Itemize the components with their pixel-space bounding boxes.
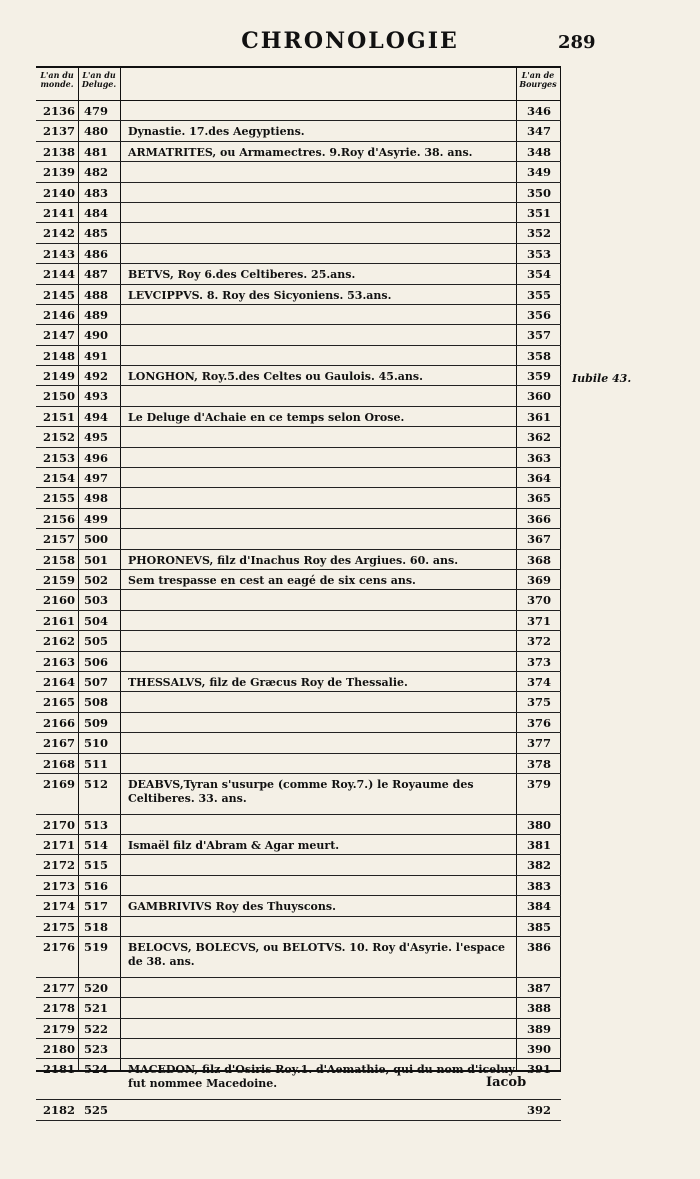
bourges-year-cell: 352 xyxy=(526,226,551,241)
table-row xyxy=(36,183,561,203)
world-year-cell: 2158 xyxy=(42,552,75,567)
event-cell xyxy=(124,733,516,737)
world-year-cell: 2165 xyxy=(42,695,75,710)
table-row xyxy=(36,244,561,264)
bourges-year-cell: 351 xyxy=(526,205,551,220)
table-row xyxy=(36,448,561,468)
world-year-cell: 2168 xyxy=(42,756,75,771)
event-cell xyxy=(124,590,516,594)
deluge-year-cell: 520 xyxy=(84,980,109,995)
world-year-cell: 2152 xyxy=(42,430,75,445)
page-title: CHRONOLOGIE xyxy=(241,28,459,54)
event-cell: PHORONEVS, filz d'Inachus Roy des Argiues. 60. ans. xyxy=(128,553,459,567)
world-year-cell: 2174 xyxy=(42,899,75,914)
deluge-year-cell: 498 xyxy=(84,491,109,506)
event-cell xyxy=(124,101,516,105)
bourges-year-cell: 378 xyxy=(526,756,551,771)
world-year-cell: 2141 xyxy=(42,205,75,220)
bourges-year-cell: 346 xyxy=(526,104,551,118)
event-cell xyxy=(124,386,516,390)
deluge-year-cell: 509 xyxy=(84,715,109,730)
world-year-cell: 2163 xyxy=(42,654,75,669)
table-row xyxy=(36,876,561,896)
world-year-cell: 2175 xyxy=(42,919,75,934)
header-bourges-year: L'an de Bourges xyxy=(519,70,557,89)
world-year-cell: 2180 xyxy=(42,1042,75,1056)
event-cell xyxy=(124,917,516,921)
deluge-year-cell: 516 xyxy=(84,878,109,893)
event-cell xyxy=(124,978,516,982)
event-cell xyxy=(124,203,516,207)
deluge-year-cell: 525 xyxy=(84,1103,109,1118)
world-year-cell: 2177 xyxy=(42,980,75,995)
deluge-year-cell: 483 xyxy=(84,185,109,200)
table-row xyxy=(36,672,561,692)
catchword: Iacob xyxy=(486,1075,527,1090)
table-row xyxy=(36,488,561,508)
table-row xyxy=(36,203,561,223)
deluge-year-cell: 494 xyxy=(84,409,109,424)
event-cell xyxy=(124,529,516,533)
event-cell xyxy=(124,325,516,329)
table-row xyxy=(36,386,561,406)
table-row xyxy=(36,529,561,549)
table-row xyxy=(36,652,561,672)
table-row xyxy=(36,142,561,162)
deluge-year-cell: 518 xyxy=(84,919,109,934)
deluge-year-cell: 508 xyxy=(84,695,109,710)
deluge-year-cell: 489 xyxy=(84,307,109,322)
world-year-cell: 2139 xyxy=(42,165,75,180)
header-world-year: L'an du monde. xyxy=(40,70,74,89)
table-row xyxy=(36,835,561,855)
bourges-year-cell: 381 xyxy=(526,838,551,853)
world-year-cell: 2137 xyxy=(42,124,75,139)
deluge-year-cell: 524 xyxy=(84,1062,109,1077)
table-row xyxy=(36,937,561,978)
event-cell xyxy=(124,223,516,227)
bourges-year-cell: 360 xyxy=(526,389,551,404)
table-row xyxy=(36,998,561,1018)
deluge-year-cell: 499 xyxy=(84,511,109,526)
event-cell xyxy=(124,611,516,615)
bourges-year-cell: 366 xyxy=(526,511,551,526)
bourges-year-cell: 375 xyxy=(526,695,551,710)
bourges-year-cell: 370 xyxy=(526,593,551,608)
deluge-year-cell: 507 xyxy=(84,674,109,689)
table-row xyxy=(36,509,561,529)
event-cell xyxy=(124,468,516,472)
bourges-year-cell: 372 xyxy=(526,634,551,649)
world-year-cell: 2182 xyxy=(42,1103,75,1118)
world-year-cell: 2164 xyxy=(42,674,75,689)
deluge-year-cell: 480 xyxy=(84,124,109,139)
bourges-year-cell: 384 xyxy=(526,899,551,914)
event-cell xyxy=(124,509,516,513)
deluge-year-cell: 510 xyxy=(84,736,109,751)
table-row xyxy=(36,162,561,182)
world-year-cell: 2169 xyxy=(42,776,75,791)
event-cell xyxy=(124,448,516,452)
deluge-year-cell: 513 xyxy=(84,817,109,832)
event-cell xyxy=(124,244,516,248)
world-year-cell: 2143 xyxy=(42,246,75,261)
deluge-year-cell: 486 xyxy=(84,246,109,261)
event-cell: LONGHON, Roy.5.des Celtes ou Gaulois. 45.ans. xyxy=(128,370,423,384)
bourges-year-cell: 392 xyxy=(526,1103,551,1118)
event-cell xyxy=(124,183,516,187)
world-year-cell: 2153 xyxy=(42,450,75,465)
table-row xyxy=(36,1100,561,1120)
bourges-year-cell: 364 xyxy=(526,471,551,486)
bourges-year-cell: 362 xyxy=(526,430,551,445)
world-year-cell: 2136 xyxy=(42,104,75,118)
table-row xyxy=(36,1019,561,1039)
deluge-year-cell: 492 xyxy=(84,369,109,384)
deluge-year-cell: 488 xyxy=(84,287,109,302)
deluge-year-cell: 515 xyxy=(84,858,109,873)
event-cell xyxy=(124,427,516,431)
table-row xyxy=(36,223,561,243)
bourges-year-cell: 380 xyxy=(526,817,551,832)
world-year-cell: 2166 xyxy=(42,715,75,730)
deluge-year-cell: 521 xyxy=(84,1001,109,1016)
event-cell: Le Deluge d'Achaie en ce temps selon Orose. xyxy=(128,410,405,424)
table-row xyxy=(36,1059,561,1100)
deluge-year-cell: 506 xyxy=(84,654,109,669)
bourges-year-cell: 354 xyxy=(526,267,551,282)
deluge-year-cell: 501 xyxy=(84,552,109,567)
event-cell xyxy=(124,754,516,758)
bourges-year-cell: 391 xyxy=(526,1062,551,1077)
deluge-year-cell: 514 xyxy=(84,838,109,853)
table-row xyxy=(36,550,561,570)
event-cell xyxy=(124,1019,516,1023)
event-cell xyxy=(124,998,516,1002)
event-cell: Dynastie. 17.des Aegyptiens. xyxy=(128,125,305,139)
world-year-cell: 2146 xyxy=(42,307,75,322)
bourges-year-cell: 353 xyxy=(526,246,551,261)
world-year-cell: 2150 xyxy=(42,389,75,404)
world-year-cell: 2151 xyxy=(42,409,75,424)
event-cell xyxy=(124,631,516,635)
event-cell: THESSALVS, filz de Græcus Roy de Thessalie. xyxy=(128,675,408,689)
bourges-year-cell: 358 xyxy=(526,348,551,363)
deluge-year-cell: 496 xyxy=(84,450,109,465)
world-year-cell: 2160 xyxy=(42,593,75,608)
bourges-year-cell: 386 xyxy=(526,940,551,955)
deluge-year-cell: 493 xyxy=(84,389,109,404)
table-row xyxy=(36,285,561,305)
event-cell: LEVCIPPVS. 8. Roy des Sicyoniens. 53.ans. xyxy=(128,288,392,302)
page-number: 289 xyxy=(558,32,596,53)
world-year-cell: 2145 xyxy=(42,287,75,302)
bourges-year-cell: 355 xyxy=(526,287,551,302)
event-cell xyxy=(124,652,516,656)
event-cell: BELOCVS, BOLECVS, ou BELOTVS. 10. Roy d'Asyrie. l'espace de 38. ans. xyxy=(128,941,506,969)
bourges-year-cell: 350 xyxy=(526,185,551,200)
table-row xyxy=(36,264,561,284)
table-row xyxy=(36,611,561,631)
table-row xyxy=(36,917,561,937)
world-year-cell: 2157 xyxy=(42,532,75,547)
world-year-cell: 2170 xyxy=(42,817,75,832)
deluge-year-cell: 484 xyxy=(84,205,109,220)
deluge-year-cell: 495 xyxy=(84,430,109,445)
table-row xyxy=(36,590,561,610)
table-row xyxy=(36,468,561,488)
bourges-year-cell: 357 xyxy=(526,328,551,343)
deluge-year-cell: 487 xyxy=(84,267,109,282)
world-year-cell: 2140 xyxy=(42,185,75,200)
bourges-year-cell: 383 xyxy=(526,878,551,893)
deluge-year-cell: 491 xyxy=(84,348,109,363)
bourges-year-cell: 371 xyxy=(526,613,551,628)
deluge-year-cell: 503 xyxy=(84,593,109,608)
deluge-year-cell: 505 xyxy=(84,634,109,649)
bourges-year-cell: 388 xyxy=(526,1001,551,1016)
bourges-year-cell: 379 xyxy=(526,776,551,791)
world-year-cell: 2144 xyxy=(42,267,75,282)
table-row xyxy=(36,101,561,121)
bourges-year-cell: 376 xyxy=(526,715,551,730)
deluge-year-cell: 522 xyxy=(84,1021,109,1036)
table-row xyxy=(36,570,561,590)
world-year-cell: 2172 xyxy=(42,858,75,873)
bourges-year-cell: 390 xyxy=(526,1042,551,1056)
event-cell xyxy=(124,855,516,859)
deluge-year-cell: 511 xyxy=(84,756,109,771)
deluge-year-cell: 502 xyxy=(84,572,109,587)
event-cell xyxy=(124,692,516,696)
bourges-year-cell: 363 xyxy=(526,450,551,465)
event-cell xyxy=(124,162,516,166)
bourges-year-cell: 359 xyxy=(526,369,551,384)
deluge-year-cell: 481 xyxy=(84,144,109,159)
table-row xyxy=(36,427,561,447)
bourges-year-cell: 369 xyxy=(526,572,551,587)
table-row xyxy=(36,305,561,325)
event-cell: Sem trespasse en cest an eagé de six cens ans. xyxy=(128,573,416,587)
deluge-year-cell: 479 xyxy=(84,104,109,118)
table-row xyxy=(36,733,561,753)
world-year-cell: 2159 xyxy=(42,572,75,587)
bourges-year-cell: 368 xyxy=(526,552,551,567)
deluge-year-cell: 482 xyxy=(84,165,109,180)
world-year-cell: 2147 xyxy=(42,328,75,343)
bourges-year-cell: 374 xyxy=(526,674,551,689)
world-year-cell: 2154 xyxy=(42,471,75,486)
deluge-year-cell: 519 xyxy=(84,940,109,955)
deluge-year-cell: 497 xyxy=(84,471,109,486)
table-body xyxy=(36,101,561,1121)
world-year-cell: 2178 xyxy=(42,1001,75,1016)
event-cell xyxy=(124,815,516,819)
bourges-year-cell: 387 xyxy=(526,980,551,995)
bourges-year-cell: 373 xyxy=(526,654,551,669)
world-year-cell: 2176 xyxy=(42,940,75,955)
event-cell: DEABVS,Tyran s'usurpe (comme Roy.7.) le Royaume des Celtiberes. 33. ans. xyxy=(128,777,474,805)
table-row xyxy=(36,692,561,712)
world-year-cell: 2156 xyxy=(42,511,75,526)
bourges-year-cell: 377 xyxy=(526,736,551,751)
world-year-cell: 2142 xyxy=(42,226,75,241)
table-row xyxy=(36,325,561,345)
event-cell: BETVS, Roy 6.des Celtiberes. 25.ans. xyxy=(128,268,356,282)
deluge-year-cell: 485 xyxy=(84,226,109,241)
deluge-year-cell: 512 xyxy=(84,776,109,791)
table-row xyxy=(36,896,561,916)
bourges-year-cell: 367 xyxy=(526,532,551,547)
margin-note: Iubile 43. xyxy=(572,372,632,385)
deluge-year-cell: 523 xyxy=(84,1042,109,1056)
table-row xyxy=(36,631,561,651)
deluge-year-cell: 490 xyxy=(84,328,109,343)
table-row xyxy=(36,713,561,733)
world-year-cell: 2138 xyxy=(42,144,75,159)
bourges-year-cell: 382 xyxy=(526,858,551,873)
event-cell xyxy=(124,346,516,350)
deluge-year-cell: 517 xyxy=(84,899,109,914)
event-cell xyxy=(124,1100,516,1104)
table-row xyxy=(36,774,561,815)
header-deluge-year: L'an du Deluge. xyxy=(81,70,117,89)
table-row xyxy=(36,978,561,998)
world-year-cell: 2161 xyxy=(42,613,75,628)
world-year-cell: 2162 xyxy=(42,634,75,649)
event-cell: Ismaël filz d'Abram & Agar meurt. xyxy=(128,839,340,853)
bourges-year-cell: 365 xyxy=(526,491,551,506)
bourges-year-cell: 347 xyxy=(526,124,551,139)
bourges-year-cell: 389 xyxy=(526,1021,551,1036)
event-cell: MACEDON, filz d'Osiris Roy.1. d'Aemathie, qui du nom d'iceluy fut nommee Macedoine. xyxy=(128,1063,515,1091)
world-year-cell: 2181 xyxy=(42,1062,75,1077)
table-row xyxy=(36,815,561,835)
bourges-year-cell: 385 xyxy=(526,919,551,934)
deluge-year-cell: 500 xyxy=(84,532,109,547)
world-year-cell: 2167 xyxy=(42,736,75,751)
event-cell xyxy=(124,305,516,309)
world-year-cell: 2179 xyxy=(42,1021,75,1036)
table-row xyxy=(36,855,561,875)
world-year-cell: 2148 xyxy=(42,348,75,363)
bourges-year-cell: 356 xyxy=(526,307,551,322)
event-cell: GAMBRIVIVS Roy des Thuyscons. xyxy=(128,900,336,914)
bourges-year-cell: 348 xyxy=(526,144,551,159)
event-cell xyxy=(124,1039,516,1043)
table-row xyxy=(36,407,561,427)
world-year-cell: 2171 xyxy=(42,838,75,853)
table-row xyxy=(36,1039,561,1059)
event-cell xyxy=(124,713,516,717)
event-cell xyxy=(124,876,516,880)
table-row xyxy=(36,346,561,366)
table-row xyxy=(36,754,561,774)
event-cell xyxy=(124,488,516,492)
world-year-cell: 2149 xyxy=(42,369,75,384)
bourges-year-cell: 349 xyxy=(526,165,551,180)
bourges-year-cell: 361 xyxy=(526,409,551,424)
event-cell: ARMATRITES, ou Armamectres. 9.Roy d'Asyrie. 38. ans. xyxy=(128,145,473,159)
table-row xyxy=(36,121,561,141)
world-year-cell: 2155 xyxy=(42,491,75,506)
world-year-cell: 2173 xyxy=(42,878,75,893)
table-row xyxy=(36,366,561,386)
deluge-year-cell: 504 xyxy=(84,613,109,628)
